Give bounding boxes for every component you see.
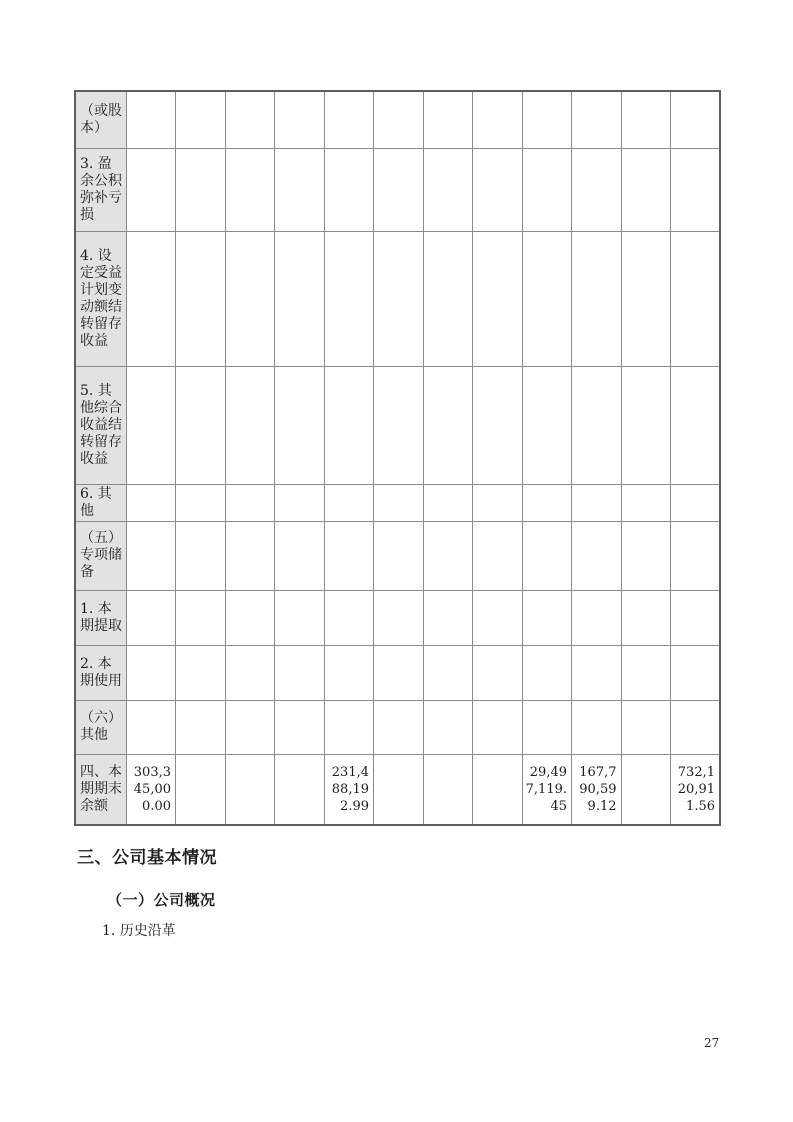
value-cell xyxy=(473,91,523,148)
value-cell xyxy=(621,231,671,366)
value-cell xyxy=(324,521,374,590)
value-cell xyxy=(324,366,374,484)
value-cell xyxy=(374,700,424,754)
value-cell xyxy=(671,91,721,148)
page-number: 27 xyxy=(704,1036,720,1050)
value-cell xyxy=(473,366,523,484)
table-row xyxy=(75,521,720,590)
value-cell xyxy=(275,148,325,231)
value-cell xyxy=(126,484,176,521)
value-cell xyxy=(374,366,424,484)
value-cell: 29,497,119.45 xyxy=(522,754,572,825)
value-cell xyxy=(275,754,325,825)
row-label-cell: 四、本期期末余额 xyxy=(75,754,126,825)
value-cell xyxy=(621,148,671,231)
value-cell xyxy=(522,148,572,231)
value-cell xyxy=(275,484,325,521)
value-cell xyxy=(671,484,721,521)
value-cell xyxy=(473,484,523,521)
value-cell xyxy=(374,590,424,645)
value-cell xyxy=(126,231,176,366)
value-cell xyxy=(324,231,374,366)
value-cell xyxy=(423,231,473,366)
value-cell xyxy=(423,91,473,148)
value-cell xyxy=(572,366,622,484)
value-cell xyxy=(374,231,424,366)
value-cell xyxy=(176,700,226,754)
value-cell xyxy=(572,590,622,645)
table-row xyxy=(75,754,720,825)
value-cell xyxy=(423,700,473,754)
value-cell xyxy=(126,366,176,484)
row-label-cell: 3. 盈余公积弥补亏损 xyxy=(75,148,126,231)
value-cell xyxy=(473,645,523,700)
row-label-cell: （或股本） xyxy=(75,91,126,148)
value-cell xyxy=(225,366,275,484)
value-cell xyxy=(423,148,473,231)
value-cell xyxy=(621,645,671,700)
value-cell xyxy=(275,366,325,484)
value-cell xyxy=(423,366,473,484)
value-cell xyxy=(572,645,622,700)
value-cell xyxy=(522,521,572,590)
value-cell xyxy=(126,91,176,148)
table-row xyxy=(75,590,720,645)
value-cell xyxy=(176,645,226,700)
value-cell xyxy=(126,148,176,231)
value-cell xyxy=(225,521,275,590)
value-cell xyxy=(621,700,671,754)
value-cell xyxy=(621,484,671,521)
value-cell xyxy=(126,645,176,700)
value-cell xyxy=(522,590,572,645)
value-cell xyxy=(423,484,473,521)
value-cell xyxy=(225,700,275,754)
value-cell xyxy=(621,521,671,590)
value-cell xyxy=(176,754,226,825)
row-label-cell: 1. 本期提取 xyxy=(75,590,126,645)
value-cell xyxy=(275,590,325,645)
value-cell xyxy=(176,484,226,521)
value-cell xyxy=(522,91,572,148)
value-cell xyxy=(374,148,424,231)
value-cell xyxy=(572,231,622,366)
value-cell xyxy=(176,91,226,148)
value-cell xyxy=(671,590,721,645)
table-row xyxy=(75,231,720,366)
value-cell xyxy=(225,91,275,148)
value-cell xyxy=(324,700,374,754)
row-label-cell: （五）专项储备 xyxy=(75,521,126,590)
value-cell xyxy=(572,521,622,590)
value-cell xyxy=(473,590,523,645)
value-cell xyxy=(374,91,424,148)
value-cell xyxy=(275,645,325,700)
value-cell xyxy=(126,590,176,645)
table-row xyxy=(75,366,720,484)
value-cell xyxy=(671,231,721,366)
value-cell xyxy=(176,148,226,231)
value-cell xyxy=(176,366,226,484)
value-cell xyxy=(473,521,523,590)
value-cell xyxy=(522,645,572,700)
row-label-cell: 2. 本期使用 xyxy=(75,645,126,700)
value-cell xyxy=(126,521,176,590)
value-cell xyxy=(374,645,424,700)
value-cell xyxy=(522,231,572,366)
value-cell xyxy=(473,700,523,754)
value-cell xyxy=(275,521,325,590)
value-cell xyxy=(225,148,275,231)
table-row xyxy=(75,645,720,700)
value-cell xyxy=(374,484,424,521)
table-row xyxy=(75,484,720,521)
value-cell xyxy=(324,645,374,700)
subsection-heading: （一）公司概况 xyxy=(107,891,216,909)
value-cell xyxy=(374,754,424,825)
table-row xyxy=(75,700,720,754)
equity-change-table xyxy=(74,90,721,826)
row-label-cell: （六）其他 xyxy=(75,700,126,754)
value-cell xyxy=(423,754,473,825)
value-cell xyxy=(423,590,473,645)
value-cell xyxy=(572,700,622,754)
value-cell xyxy=(621,366,671,484)
value-cell xyxy=(423,645,473,700)
value-cell xyxy=(126,700,176,754)
value-cell xyxy=(176,521,226,590)
value-cell xyxy=(374,521,424,590)
value-cell xyxy=(423,521,473,590)
value-cell xyxy=(473,754,523,825)
table-row xyxy=(75,148,720,231)
value-cell xyxy=(671,148,721,231)
row-label-cell: 5. 其他综合收益结转留存收益 xyxy=(75,366,126,484)
value-cell xyxy=(225,754,275,825)
value-cell xyxy=(473,148,523,231)
value-cell: 303,345,000.00 xyxy=(126,754,176,825)
value-cell xyxy=(324,148,374,231)
value-cell xyxy=(225,590,275,645)
value-cell: 732,120,911.56 xyxy=(671,754,721,825)
value-cell xyxy=(621,590,671,645)
item-heading: 1. 历史沿革 xyxy=(102,923,176,939)
value-cell xyxy=(572,484,622,521)
value-cell xyxy=(225,231,275,366)
table-row xyxy=(75,91,720,148)
value-cell xyxy=(621,754,671,825)
value-cell xyxy=(522,484,572,521)
row-label-cell: 6. 其他 xyxy=(75,484,126,521)
value-cell xyxy=(671,700,721,754)
value-cell xyxy=(324,91,374,148)
value-cell xyxy=(621,91,671,148)
row-label-cell: 4. 设定受益计划变动额结转留存收益 xyxy=(75,231,126,366)
value-cell xyxy=(275,231,325,366)
value-cell xyxy=(572,148,622,231)
equity-table-body xyxy=(75,91,720,825)
value-cell xyxy=(176,590,226,645)
value-cell xyxy=(473,231,523,366)
value-cell xyxy=(522,700,572,754)
value-cell xyxy=(522,366,572,484)
value-cell xyxy=(671,366,721,484)
value-cell xyxy=(572,91,622,148)
value-cell xyxy=(275,91,325,148)
value-cell xyxy=(671,521,721,590)
value-cell xyxy=(275,700,325,754)
value-cell: 167,790,599.12 xyxy=(572,754,622,825)
value-cell xyxy=(324,590,374,645)
value-cell: 231,488,192.99 xyxy=(324,754,374,825)
value-cell xyxy=(324,484,374,521)
value-cell xyxy=(225,484,275,521)
value-cell xyxy=(176,231,226,366)
value-cell xyxy=(671,645,721,700)
value-cell xyxy=(225,645,275,700)
section-heading: 三、公司基本情况 xyxy=(77,848,217,868)
